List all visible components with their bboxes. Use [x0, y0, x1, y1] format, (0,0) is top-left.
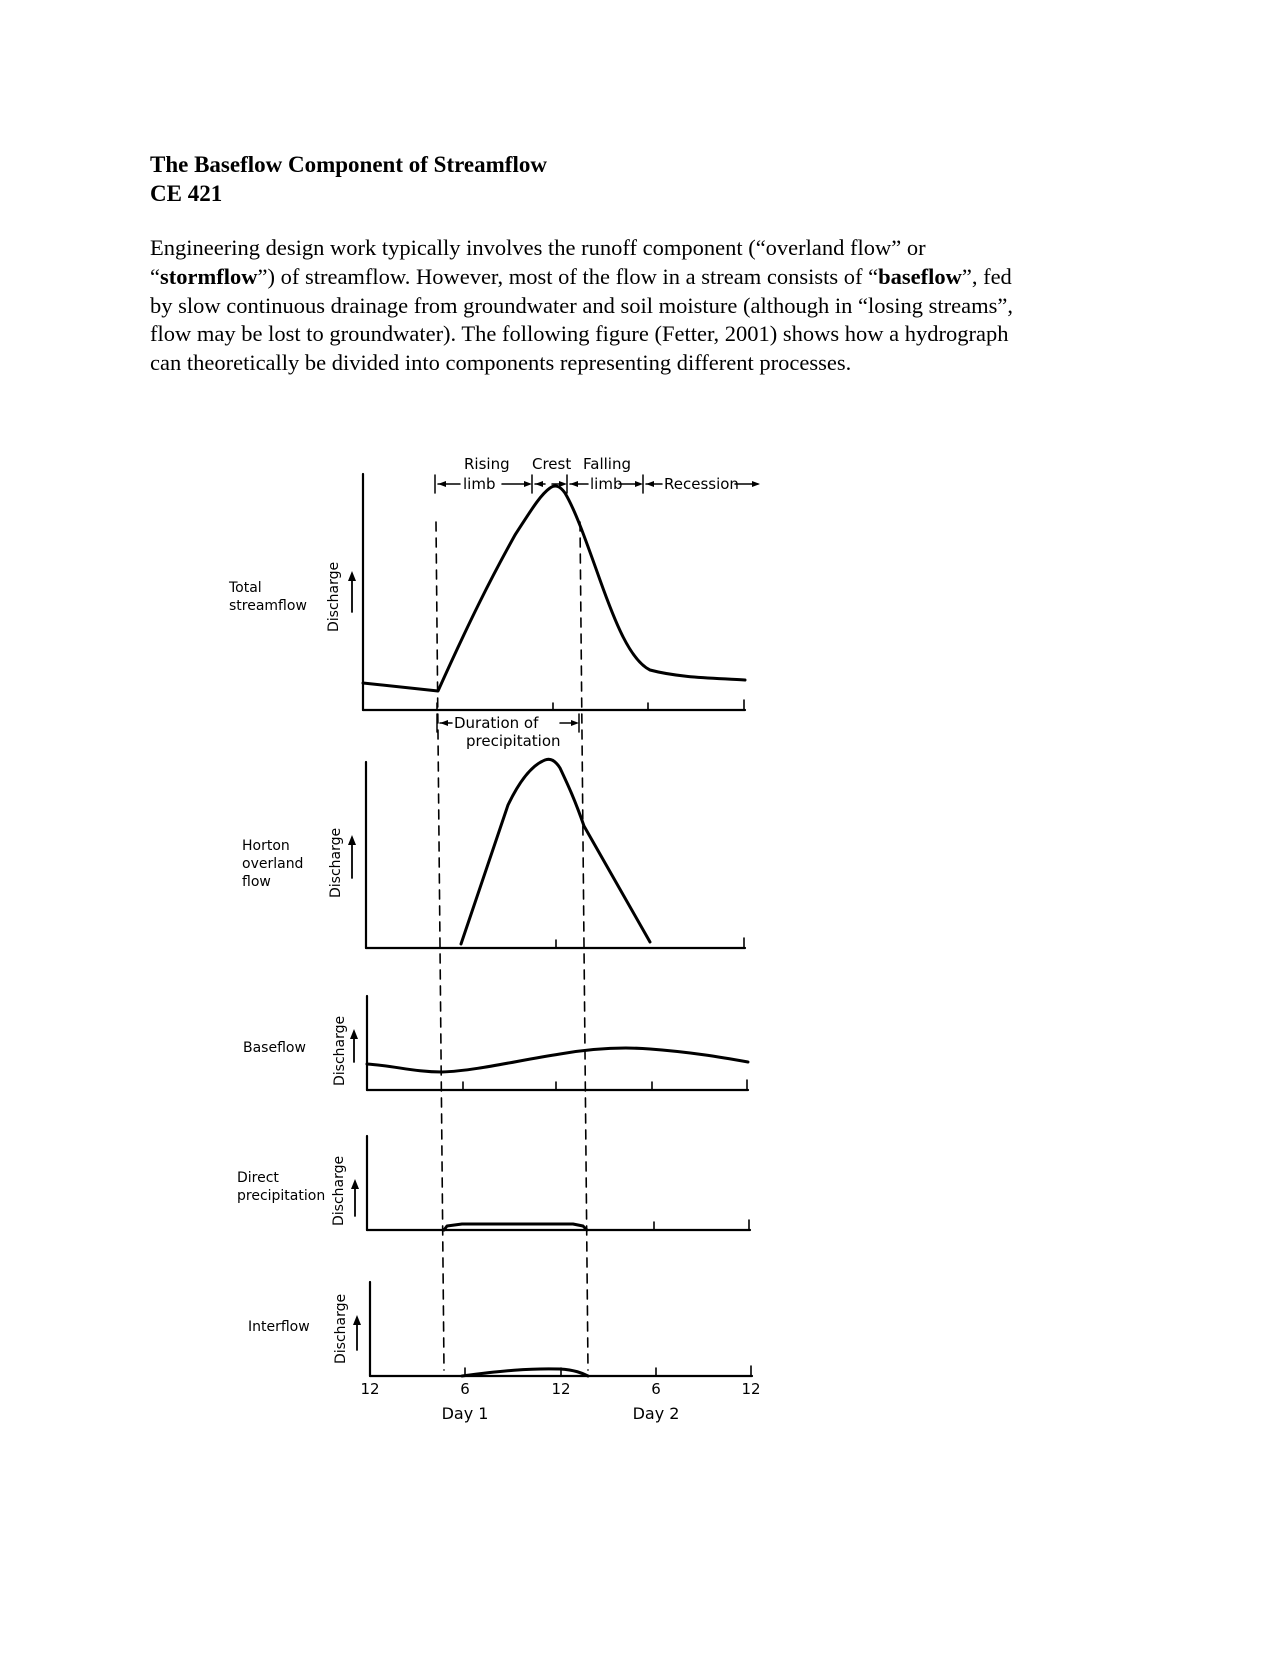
intro-text-run: Engineering design work typically involves the runoff component (“overland flow” or	[150, 235, 926, 260]
intro-text-run: ”, fed	[961, 263, 1012, 289]
panel4-discharge-label: Discharge	[331, 1155, 347, 1226]
precip-start-dashed-line	[436, 522, 444, 1370]
intro-text-run: flow may be lost to groundwater). The following figure (Fetter, 2001) shows how a hydrograph	[150, 321, 1009, 347]
intro-text-run: “	[150, 263, 160, 289]
intro-bold-term: stormflow	[160, 263, 258, 289]
day1-label: Day 1	[441, 1404, 489, 1423]
intro-text-run: ”) of streamflow. However, most of the flow in a stream consists of “	[257, 263, 879, 289]
x-tick-label-4: 6	[651, 1380, 661, 1398]
rising-limb-label: limb	[463, 475, 496, 493]
panel5-discharge-label: Discharge	[333, 1293, 349, 1364]
falling-limb-label: limb	[590, 475, 623, 493]
recession-label: Recession	[664, 475, 739, 493]
horton-overland-flow-curve	[461, 759, 650, 944]
baseflow-curve	[367, 1048, 748, 1072]
panel3-label-line1: Baseflow	[243, 1040, 306, 1056]
rising-label: Rising	[464, 455, 510, 473]
panel2-label-line1: Horton	[242, 838, 290, 854]
x-tick-label-3: 12	[551, 1380, 571, 1398]
crest-label: Crest	[532, 455, 572, 473]
panel5-label-line1: Interflow	[248, 1319, 310, 1335]
x-tick-label-5: 12	[741, 1380, 761, 1398]
x-tick-label-2: 6	[460, 1380, 470, 1398]
document-title: The Baseflow Component of Streamflow	[150, 152, 547, 177]
panel2-label-line3: flow	[242, 874, 271, 890]
duration-label-line1: Duration of	[454, 714, 539, 732]
intro-text-run: can theoretically be divided into components representing different processes.	[150, 350, 852, 376]
panel2-label-line2: overland	[242, 856, 304, 872]
total-streamflow-curve	[363, 486, 745, 691]
falling-label: Falling	[583, 455, 631, 473]
panel2-discharge-label: Discharge	[328, 827, 344, 898]
panel1-label-line2: streamflow	[229, 598, 307, 614]
duration-label-line2: precipitation	[466, 732, 561, 750]
panel4-label-line1: Direct	[237, 1170, 279, 1186]
panel1-label-line1: Total	[229, 580, 262, 596]
panel3-discharge-label: Discharge	[332, 1015, 348, 1086]
day2-label: Day 2	[632, 1404, 680, 1423]
x-tick-label-1: 12	[360, 1380, 380, 1398]
panel1-discharge-label: Discharge	[326, 561, 342, 632]
panel4-label-line2: precipitation	[237, 1188, 326, 1204]
course-code: CE 421	[150, 181, 223, 206]
precip-end-dashed-line	[580, 522, 588, 1370]
intro-text-run: by slow continuous drainage from groundwater and soil moisture (although in “losing streams”,	[150, 292, 1013, 318]
intro-bold-term: baseflow	[878, 263, 962, 289]
